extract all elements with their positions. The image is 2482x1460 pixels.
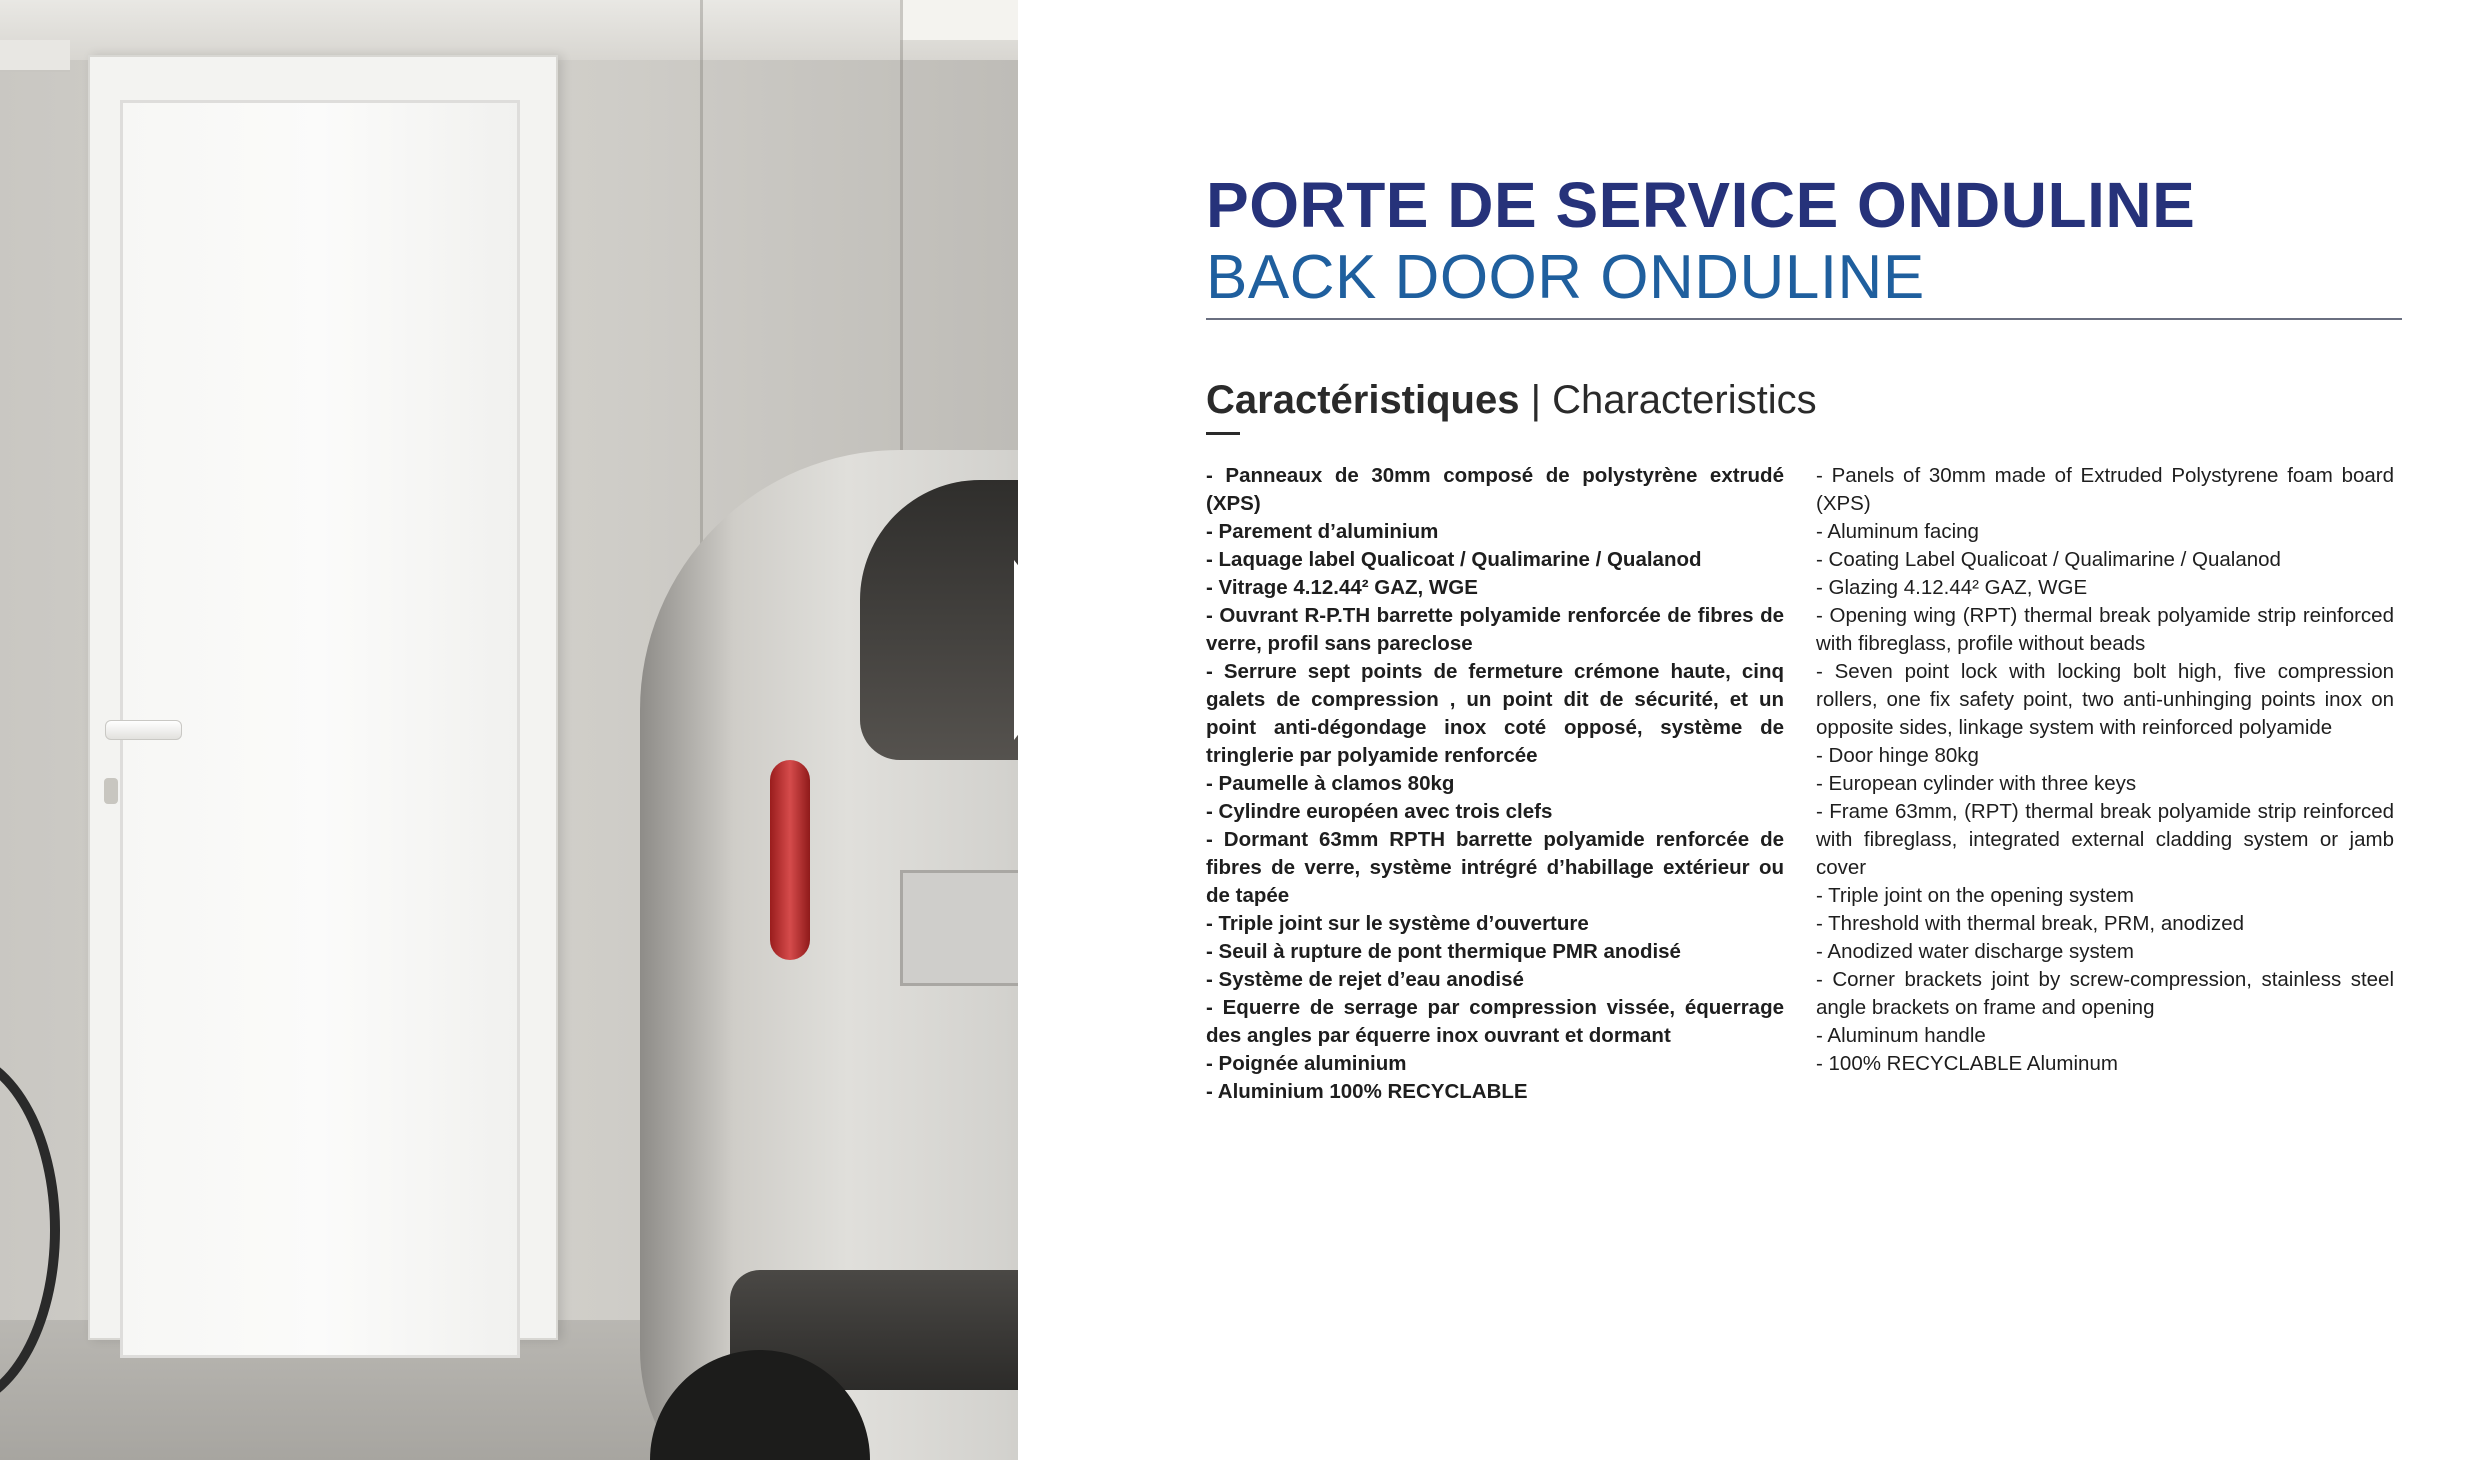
feature-item-fr: - Paumelle à clamos 80kg bbox=[1206, 772, 1455, 795]
feature-item-en: - Coating Label Qualicoat / Qualimarine / Qualanod bbox=[1816, 548, 2281, 571]
feature-item-fr: - Parement d’aluminium bbox=[1206, 520, 1439, 543]
feature-item-fr: - Cylindre européen avec trois clefs bbox=[1206, 800, 1553, 823]
garage-ceiling bbox=[0, 0, 1018, 60]
feature-item-en: - Corner brackets joint by screw-compression, stainless steel angle brackets on frame and opening bbox=[1816, 968, 2394, 1019]
feature-item-en: - Threshold with thermal break, PRM, anodized bbox=[1816, 912, 2245, 935]
section-separator: | bbox=[1519, 378, 1553, 422]
feature-item-en: - Frame 63mm, (RPT) thermal break polyamide strip reinforced with fibreglass, integrated external cladding system or jamb cover bbox=[1816, 800, 2394, 879]
feature-item-en: - Seven point lock with locking bolt high, five compression rollers, one fix safety point, two anti-unhinging points inox on opposite sides, linkage system with reinforced polyamide bbox=[1816, 660, 2394, 739]
feature-item-en: - 100% RECYCLABLE Aluminum bbox=[1816, 1052, 2118, 1075]
title-divider bbox=[1206, 318, 2402, 320]
feature-item-en: - European cylinder with three keys bbox=[1816, 772, 2137, 795]
section-title-fr: Caractéristiques bbox=[1206, 378, 1520, 422]
page-title-fr: PORTE DE SERVICE ONDULINE bbox=[1206, 169, 2196, 241]
feature-item-en: - Door hinge 80kg bbox=[1816, 744, 1979, 767]
feature-item-fr: - Triple joint sur le système d’ouverture bbox=[1206, 912, 1589, 935]
section-title bbox=[1206, 378, 1817, 423]
feature-item-en: - Glazing 4.12.44² GAZ, WGE bbox=[1816, 576, 2088, 599]
product-photo bbox=[0, 0, 1018, 1460]
feature-item-fr: - Serrure sept points de fermeture crémone haute, cinq galets de compression , un point dit de sécurité, et un point anti-dégondage inox coté opposé, système de tringlerie par polyamide renforcée bbox=[1206, 660, 1784, 767]
feature-item-fr: - Panneaux de 30mm composé de polystyrène extrudé (XPS) bbox=[1206, 464, 1784, 515]
page-title-en: BACK DOOR ONDULINE bbox=[1206, 243, 1925, 312]
feature-item-en: - Triple joint on the opening system bbox=[1816, 884, 2134, 907]
door-lock-cylinder bbox=[104, 778, 118, 804]
features-list-fr bbox=[1206, 462, 1784, 1106]
feature-item-fr: - Aluminium 100% RECYCLABLE bbox=[1206, 1080, 1528, 1103]
feature-item-fr: - Système de rejet d’eau anodisé bbox=[1206, 968, 1524, 991]
feature-item-fr: - Laquage label Qualicoat / Qualimarine / Qualanod bbox=[1206, 548, 1702, 571]
feature-item-en: - Panels of 30mm made of Extruded Polystyrene foam board (XPS) bbox=[1816, 464, 2394, 515]
feature-item-fr: - Vitrage 4.12.44² GAZ, WGE bbox=[1206, 576, 1478, 599]
feature-item-fr: - Ouvrant R-P.TH barrette polyamide renforcée de fibres de verre, profil sans pareclose bbox=[1206, 604, 1784, 655]
feature-item-fr: - Dormant 63mm RPTH barrette polyamide renforcée de fibres de verre, système intrégré d’habillage extérieur ou de tapée bbox=[1206, 828, 1784, 907]
car-plate-recess bbox=[900, 870, 1018, 986]
section-underline bbox=[1206, 432, 1240, 435]
wall-pipe bbox=[0, 40, 70, 72]
car-taillight bbox=[770, 760, 810, 960]
door-handle bbox=[105, 720, 182, 740]
section-title-en: Characteristics bbox=[1552, 378, 1817, 422]
feature-item-en: - Aluminum facing bbox=[1816, 520, 1979, 543]
ceiling-light bbox=[900, 0, 1018, 40]
features-list-en bbox=[1816, 462, 2394, 1078]
chevron-notch bbox=[1014, 560, 1084, 740]
feature-item-fr: - Seuil à rupture de pont thermique PMR anodisé bbox=[1206, 940, 1681, 963]
feature-item-fr: - Equerre de serrage par compression vissée, équerrage des angles par équerre inox ouvrant et dormant bbox=[1206, 996, 1784, 1047]
feature-item-en: - Aluminum handle bbox=[1816, 1024, 1986, 1047]
feature-item-en: - Opening wing (RPT) thermal break polyamide strip reinforced with fibreglass, profile without beads bbox=[1816, 604, 2394, 655]
feature-item-fr: - Poignée aluminium bbox=[1206, 1052, 1407, 1075]
feature-item-en: - Anodized water discharge system bbox=[1816, 940, 2134, 963]
